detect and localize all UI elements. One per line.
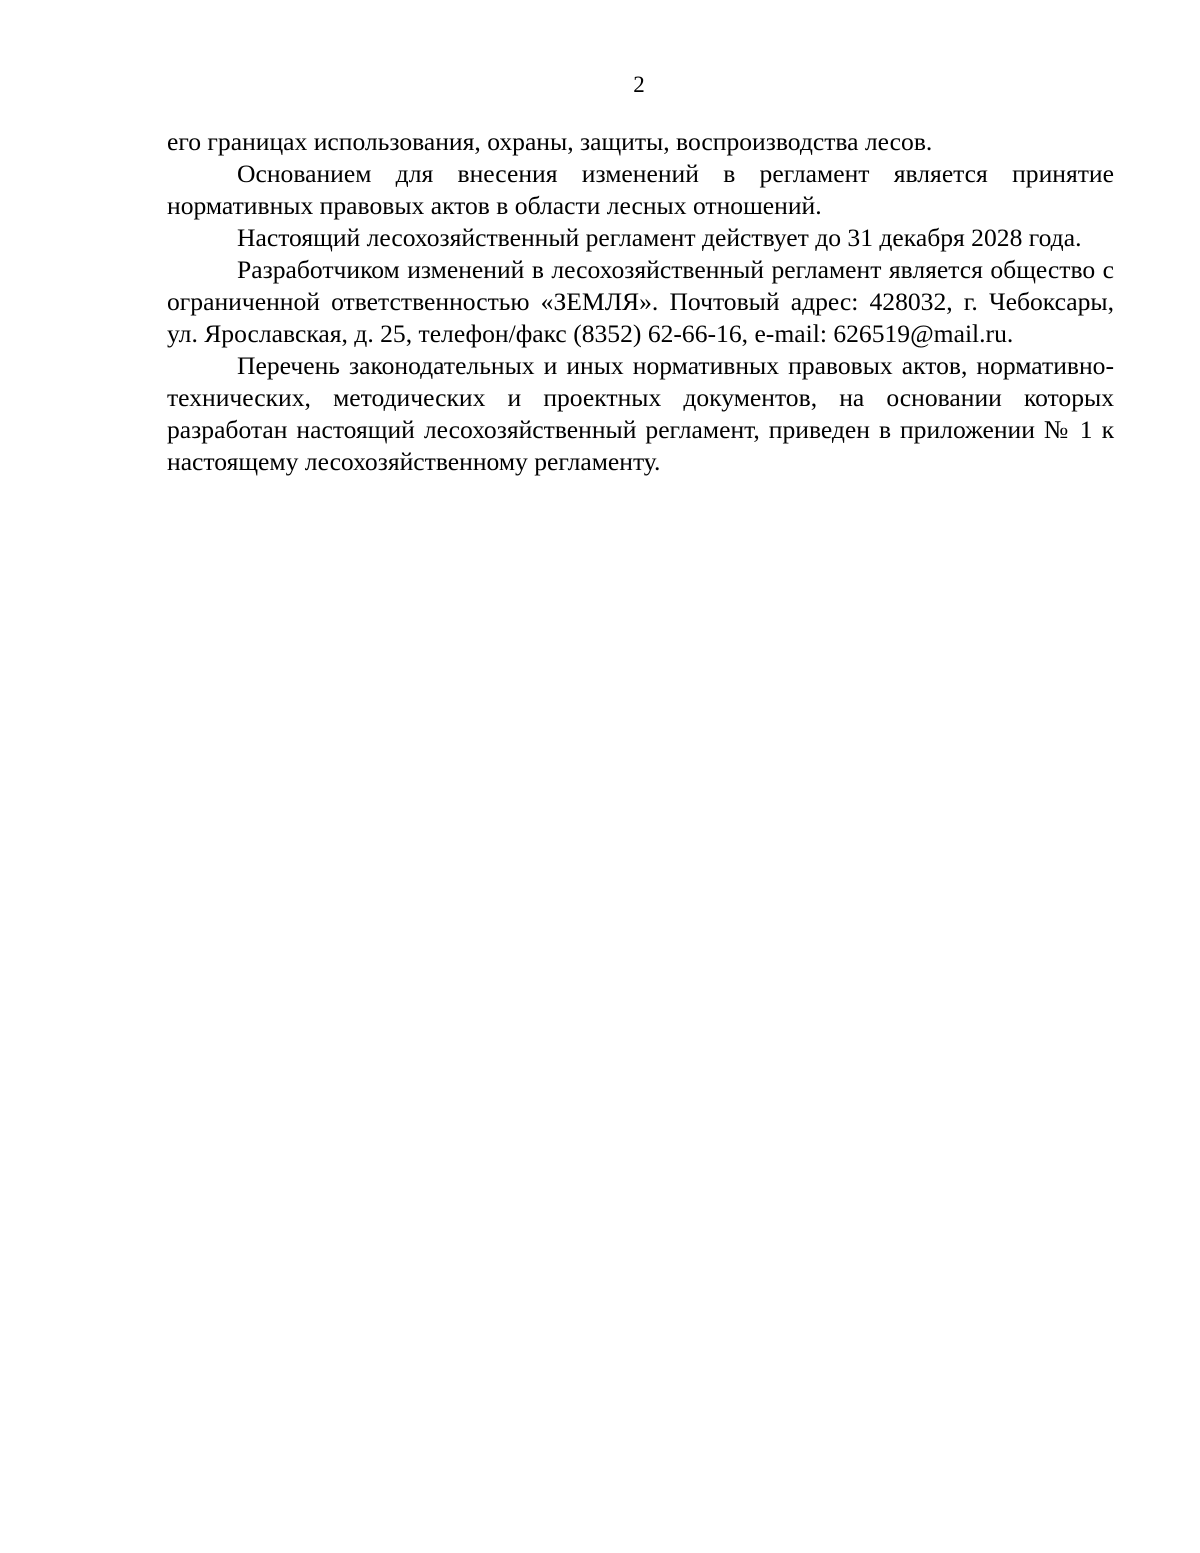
paragraph-validity-period: Настоящий лесохозяйственный регламент действует до 31 декабря 2028 года. xyxy=(237,223,1082,252)
paragraph-continuation: его границах использования, охраны, защиты, воспроизводства лесов. xyxy=(167,127,933,156)
paragraph-amendment-basis: Основанием для внесения изменений в регламент является принятие нормативных правовых актов в области лесных отношений. xyxy=(167,159,1114,220)
paragraph-legal-acts-list: Перечень законодательных и иных нормативных правовых актов, нормативно-технических, методических и проектных документов, на основании которых разработан настоящий лесохозяйственный регламент, приведен в приложении № 1 к настоящему лесохозяйственному регламенту. xyxy=(167,351,1114,476)
document-body xyxy=(167,126,1114,478)
page-number: 2 xyxy=(633,72,645,97)
paragraph-developer-info: Разработчиком изменений в лесохозяйственный регламент является общество с ограниченной ответственностью «ЗЕМЛЯ». Почтовый адрес: 428032, г. Чебоксары, ул. Ярославская, д. 25, телефон/факс (8352) 62-66-16, e-mail: 626519@mail.ru. xyxy=(167,255,1114,348)
